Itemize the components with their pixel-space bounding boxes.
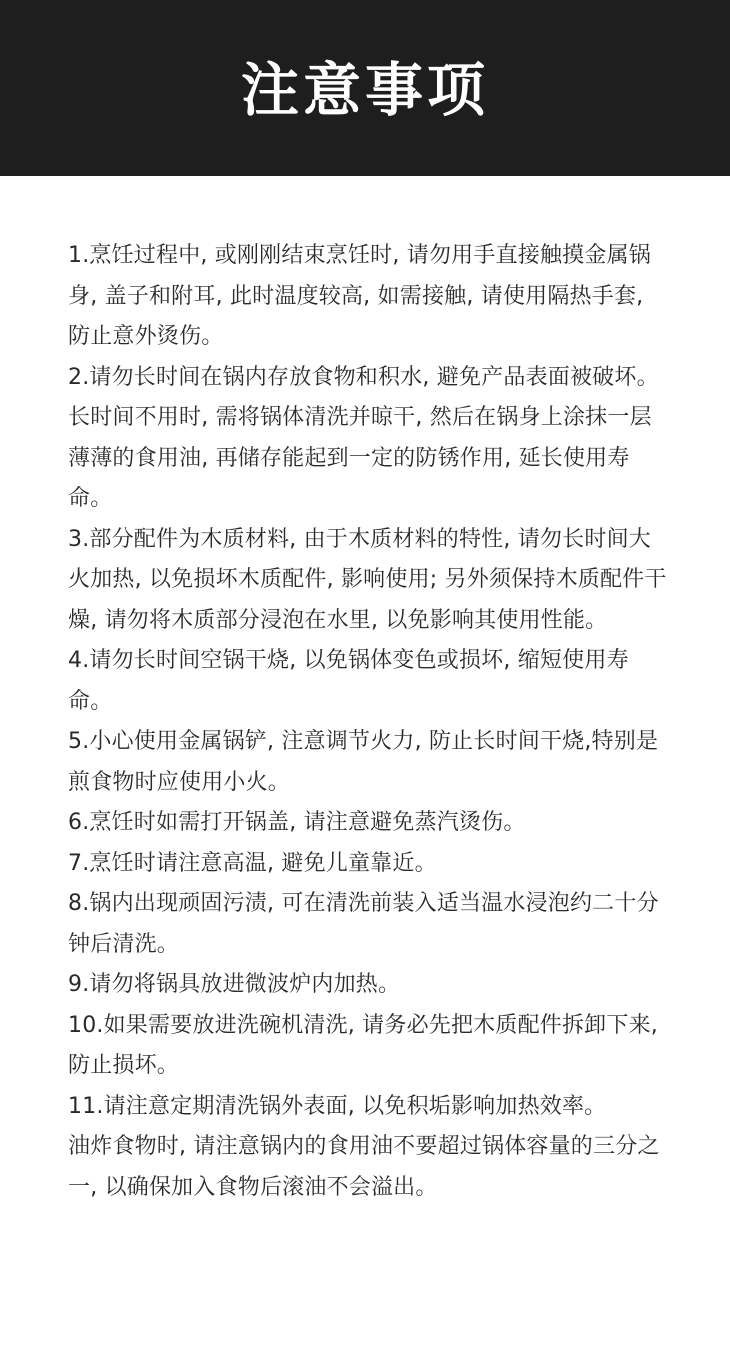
notes-content <box>68 236 668 1208</box>
note-item-oil-frying: 油炸食物时, 请注意锅内的食用油不要超过锅体容量的三分之一, 以确保加入食物后滚油不会溢出。 <box>68 1134 660 1200</box>
note-item-1: 1.烹饪过程中, 或刚刚结束烹饪时, 请勿用手直接触摸金属锅身, 盖子和附耳, 此时温度较高, 如需接触, 请使用隔热手套, 防止意外烫伤。 <box>68 243 651 349</box>
note-item-3: 3.部分配件为木质材料, 由于木质材料的特性, 请勿长时间大火加热, 以免损坏木质配件, 影响使用; 另外须保持木质配件干燥, 请勿将木质部分浸泡在水里, 以免影响其使用性能。 <box>68 526 667 633</box>
header-banner <box>0 0 730 176</box>
note-item-7: 7.烹饪时请注意高温, 避免儿童靠近。 <box>68 850 437 876</box>
note-item-2: 2.请勿长时间在锅内存放食物和积水, 避免产品表面被破坏。长时间不用时, 需将锅体清洗并晾干, 然后在锅身上涂抹一层薄薄的食用油, 再储存能起到一定的防锈作用, 延长使用寿命。 <box>68 364 659 511</box>
note-item-11: 11.请注意定期清洗锅外表面, 以免积垢影响加热效率。 <box>68 1093 607 1119</box>
note-item-9: 9.请勿将锅具放进微波炉内加热。 <box>68 972 401 997</box>
note-item-6: 6.烹饪时如需打开锅盖, 请注意避免蒸汽烫伤。 <box>68 810 526 835</box>
page-title: 注意事项 <box>240 56 489 124</box>
note-item-10: 10.如果需要放进洗碗机清洗, 请务必先把木质配件拆卸下来, 防止损坏。 <box>68 1012 658 1078</box>
note-item-8: 8.锅内出现顽固污渍, 可在清洗前装入适当温水浸泡约二十分钟后清洗。 <box>68 891 659 957</box>
note-item-5: 5.小心使用金属锅铲, 注意调节火力, 防止长时间干烧,特别是煎食物时应使用小火。 <box>68 729 659 795</box>
notes-list <box>68 236 668 1208</box>
note-item-4: 4.请勿长时间空锅干烧, 以免锅体变色或损坏, 缩短使用寿命。 <box>68 648 629 714</box>
